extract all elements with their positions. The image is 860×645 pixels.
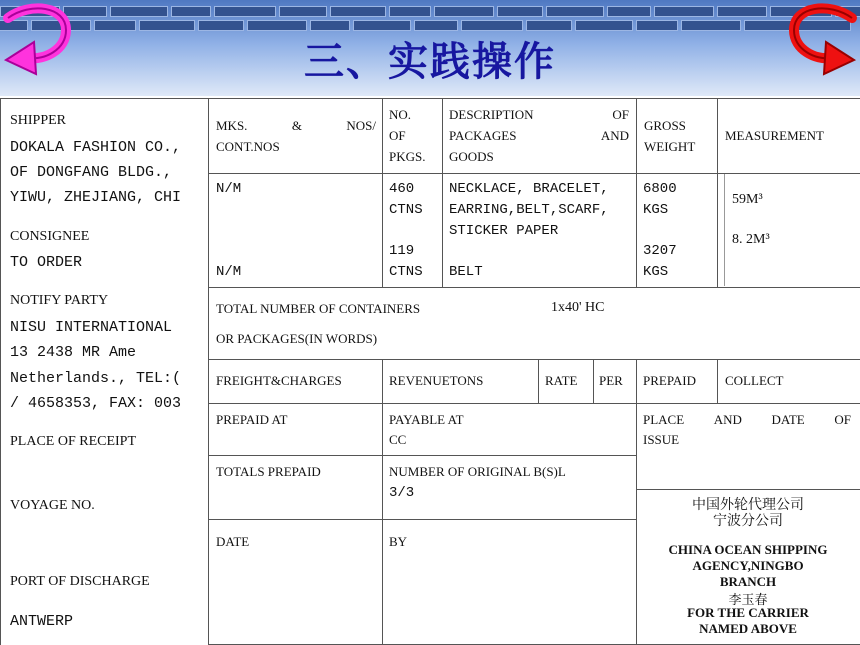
totals-prepaid-label: TOTALS PREPAID xyxy=(216,464,321,479)
weight-value: KGS xyxy=(643,264,669,280)
prepaid-label: PREPAID xyxy=(643,373,696,388)
per-label: PER xyxy=(599,373,623,388)
shipper-label: SHIPPER xyxy=(10,113,67,128)
collect-cell xyxy=(718,360,860,404)
voyage-no-label: VOYAGE NO. xyxy=(10,498,95,513)
shipper-line: OF DONGFANG BLDG., xyxy=(10,164,173,181)
header-text: CONT.NOS xyxy=(216,139,280,154)
rate-label: RATE xyxy=(545,373,578,388)
number-bl-label: NUMBER OF ORIGINAL B(S)L xyxy=(389,464,566,479)
containers-label: OR PACKAGES(IN WORDS) xyxy=(216,331,378,346)
measurement-value: 59M³ xyxy=(732,192,763,207)
header-text: GOODS xyxy=(449,149,494,164)
revenue-tons-cell xyxy=(383,360,539,404)
left-party-panel xyxy=(0,98,208,645)
measurement-value: 8. 2M³ xyxy=(732,232,770,247)
stamp-english-line: AGENCY,NINGBO xyxy=(692,558,804,573)
payable-at-value: CC xyxy=(389,432,407,447)
containers-value: 1x40' HC xyxy=(551,300,605,315)
description-cell xyxy=(443,174,637,288)
stamp-chinese-branch: 宁波分公司 xyxy=(713,513,783,529)
header-text: AND xyxy=(600,128,629,143)
pkgs-value: 119 xyxy=(389,243,415,259)
header-text: WEIGHT xyxy=(644,139,696,154)
port-of-discharge-value: ANTWERP xyxy=(10,613,74,630)
issue-label: OF xyxy=(834,412,851,427)
header-text: GROSS xyxy=(644,118,686,133)
payable-at-cell xyxy=(383,404,637,456)
stamp-carrier-line: FOR THE CARRIER xyxy=(687,605,809,620)
shipper-line: YIWU, ZHEJIANG, CHI xyxy=(10,189,182,206)
per-cell xyxy=(594,360,637,404)
notify-line: 13 2438 MR Ame xyxy=(10,344,137,361)
pkgs-header-cell xyxy=(383,98,443,174)
header-text: NOS/ xyxy=(346,118,376,133)
by-cell xyxy=(383,520,637,645)
weight-value: KGS xyxy=(643,202,669,218)
prepaid-at-label: PREPAID AT xyxy=(216,412,288,427)
notify-line: / 4658353, FAX: 003 xyxy=(10,395,182,412)
header-text: DESCRIPTION xyxy=(449,107,534,122)
weight-cell xyxy=(637,174,718,288)
stamp-english-line: BRANCH xyxy=(719,574,777,589)
header-text: PACKAGES xyxy=(449,128,517,143)
date-cell xyxy=(209,520,383,645)
header-text: NO. xyxy=(389,107,412,122)
consignee-value: TO ORDER xyxy=(10,254,83,271)
description-value: STICKER PAPER xyxy=(449,223,559,239)
pkgs-value: CTNS xyxy=(389,264,423,280)
marks-cell xyxy=(209,174,383,288)
stamp-carrier-line: NAMED ABOVE xyxy=(699,621,797,636)
header-text: OF xyxy=(612,107,629,122)
port-of-discharge-label: PORT OF DISCHARGE xyxy=(10,574,150,589)
marks-value: N/M xyxy=(216,264,242,280)
notify-line: Netherlands., TEL:( xyxy=(10,370,182,387)
place-date-issue-cell xyxy=(637,404,860,490)
description-header-cell xyxy=(443,98,637,174)
payable-at-label: PAYABLE AT xyxy=(389,412,464,427)
header-text: & xyxy=(291,118,302,133)
bill-of-lading-table xyxy=(208,98,860,645)
number-bl-cell xyxy=(383,456,637,520)
stamp-signer-name: 李玉春 xyxy=(728,593,768,608)
place-of-receipt-label: PLACE OF RECEIPT xyxy=(10,434,137,449)
weight-value: 6800 xyxy=(643,181,677,197)
prepaid-at-cell xyxy=(209,404,383,456)
number-bl-value: 3/3 xyxy=(389,485,415,501)
consignee-label: CONSIGNEE xyxy=(10,229,90,244)
description-value: EARRING,BELT,SCARF, xyxy=(449,202,609,218)
pkgs-cell xyxy=(383,174,443,288)
shipper-line: DOKALA FASHION CO., xyxy=(10,139,182,156)
gross-weight-header-cell xyxy=(637,98,718,174)
notify-line: NISU INTERNATIONAL xyxy=(10,319,173,336)
marks-header-cell xyxy=(209,98,383,174)
back-arrow-icon[interactable] xyxy=(0,0,80,80)
containers-label: TOTAL NUMBER OF CONTAINERS xyxy=(216,301,421,316)
issue-label: PLACE xyxy=(643,412,685,427)
carrier-stamp-cell xyxy=(637,490,860,645)
measurement-header-cell xyxy=(718,98,860,174)
stamp-english-line: CHINA OCEAN SHIPPING xyxy=(668,542,828,557)
total-containers-cell xyxy=(209,288,860,360)
description-value: BELT xyxy=(449,264,483,280)
marks-value: N/M xyxy=(216,181,242,197)
rate-cell xyxy=(539,360,594,404)
description-value: NECKLACE, BRACELET, xyxy=(449,181,609,197)
header-text: MKS. xyxy=(216,118,248,133)
pkgs-value: 460 xyxy=(389,181,415,197)
freight-charges-cell xyxy=(209,360,383,404)
issue-label: DATE xyxy=(771,412,805,427)
weight-value: 3207 xyxy=(643,243,677,259)
measurement-cell xyxy=(718,174,860,288)
header-text: PKGS. xyxy=(389,149,426,164)
stamp-chinese-company: 中国外轮代理公司 xyxy=(692,497,804,513)
date-label: DATE xyxy=(216,534,250,549)
slide-header xyxy=(0,0,860,96)
revenue-label: REVENUETONS xyxy=(389,373,484,388)
totals-prepaid-cell xyxy=(209,456,383,520)
freight-label: FREIGHT&CHARGES xyxy=(216,373,342,388)
notify-party-label: NOTIFY PARTY xyxy=(10,293,109,308)
issue-label: ISSUE xyxy=(643,432,680,447)
forward-arrow-icon[interactable] xyxy=(780,0,860,80)
issue-label: AND xyxy=(713,412,742,427)
header-text: OF xyxy=(389,128,406,143)
pkgs-value: CTNS xyxy=(389,202,423,218)
prepaid-cell xyxy=(637,360,718,404)
header-text: MEASUREMENT xyxy=(725,128,824,143)
slide-title: 三、实践操作 xyxy=(304,39,556,85)
collect-label: COLLECT xyxy=(725,373,784,388)
header-brick-pattern xyxy=(0,6,860,17)
by-label: BY xyxy=(389,534,408,549)
